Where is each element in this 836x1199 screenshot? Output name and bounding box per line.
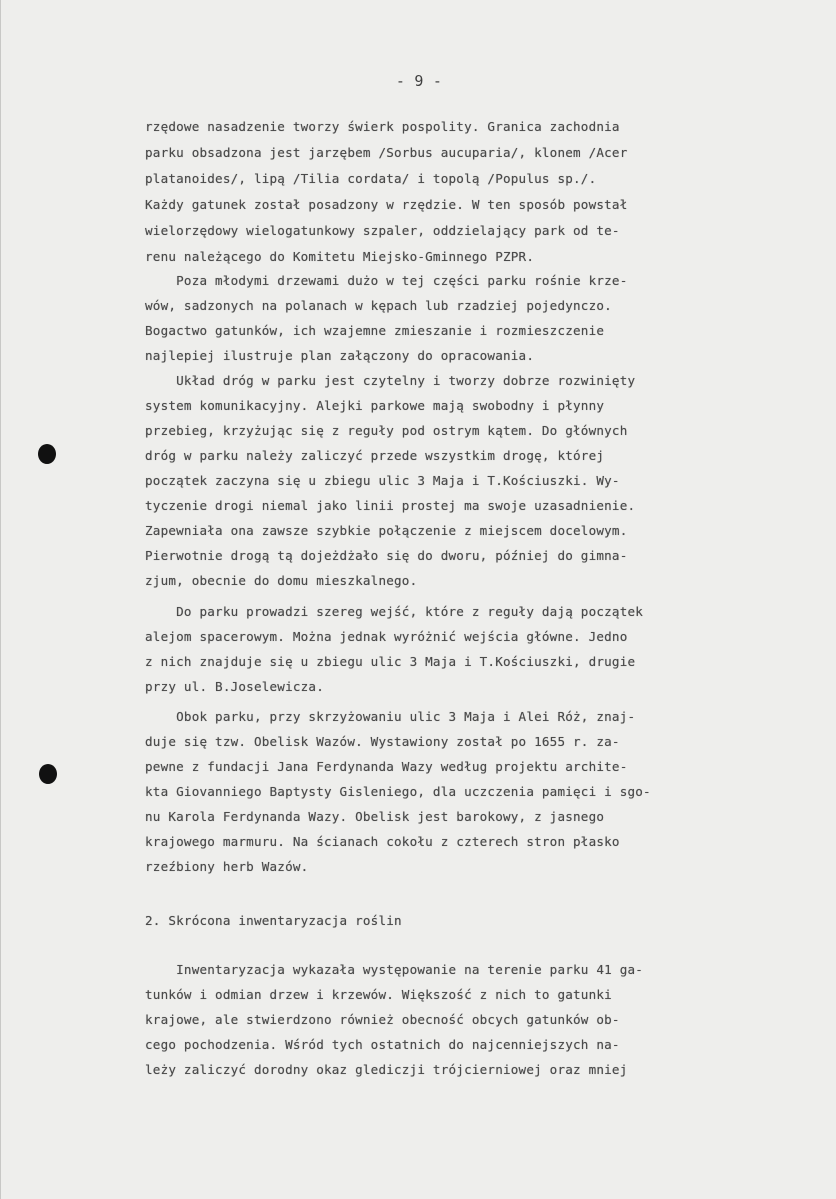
text-line: platanoides/, lipą /Tilia cordata/ i topolą /Populus sp./. — [145, 171, 597, 186]
text-line: Zapewniała ona zawsze szybkie połączenie z miejscem docelowym. — [145, 523, 628, 538]
text-line: alejom spacerowym. Można jednak wyróżnić wejścia główne. Jedno — [145, 629, 628, 644]
text-line: tunków i odmian drzew i krzewów. Większość z nich to gatunki — [145, 987, 612, 1002]
text-line: wów, sadzonych na polanach w kępach lub rzadziej pojedynczo. — [145, 298, 612, 313]
text-line: krajowe, ale stwierdzono również obecność obcych gatunków ob- — [145, 1012, 620, 1027]
text-line: system komunikacyjny. Alejki parkowe mają swobodny i płynny — [145, 398, 605, 413]
text-line: początek zaczyna się u zbiegu ulic 3 Maja i T.Kościuszki. Wy- — [145, 473, 620, 488]
section-heading: 2. Skrócona inwentaryzacja roślin — [145, 913, 402, 928]
text-line: Pierwotnie drogą tą dojeżdżało się do dworu, później do gimna- — [145, 548, 628, 563]
text-line: przebieg, krzyżując się z reguły pod ostrym kątem. Do głównych — [145, 423, 628, 438]
text-line: renu należącego do Komitetu Miejsko-Gminnego PZPR. — [145, 249, 535, 264]
text-line: duje się tzw. Obelisk Wazów. Wystawiony został po 1655 r. za- — [145, 734, 620, 749]
text-line: Obok parku, przy skrzyżowaniu ulic 3 Maja i Alei Róż, znaj- — [145, 709, 636, 724]
text-line: Każdy gatunek został posadzony w rzędzie. W ten sposób powstał — [145, 197, 628, 212]
text-line: leży zaliczyć dorodny okaz glediczji trójcierniowej oraz mniej — [145, 1062, 628, 1077]
text-line: nu Karola Ferdynanda Wazy. Obelisk jest barokowy, z jasnego — [145, 809, 605, 824]
text-line: pewne z fundacji Jana Ferdynanda Wazy według projektu archite- — [145, 759, 628, 774]
text-line: Do parku prowadzi szereg wejść, które z reguły dają początek — [145, 604, 644, 619]
text-line: parku obsadzona jest jarzębem /Sorbus aucuparia/, klonem /Acer — [145, 145, 628, 160]
text-line: z nich znajduje się u zbiegu ulic 3 Maja i T.Kościuszki, drugie — [145, 654, 636, 669]
text-line: wielorzędowy wielogatunkowy szpaler, oddzielający park od te- — [145, 223, 620, 238]
text-line: zjum, obecnie do domu mieszkalnego. — [145, 573, 418, 588]
text-line: Układ dróg w parku jest czytelny i tworzy dobrze rozwinięty — [145, 373, 636, 388]
punch-hole-top — [38, 444, 56, 464]
text-line: tyczenie drogi niemal jako linii prostej ma swoje uzasadnienie. — [145, 498, 636, 513]
text-line: dróg w parku należy zaliczyć przede wszystkim drogę, której — [145, 448, 605, 463]
text-line: cego pochodzenia. Wśród tych ostatnich do najcenniejszych na- — [145, 1037, 620, 1052]
text-line: rzędowe nasadzenie tworzy świerk pospolity. Granica zachodnia — [145, 119, 620, 134]
text-line: ktа Giovanniego Baptysty Gisleniego, dla uczczenia pamięci i sgo- — [145, 784, 651, 799]
punch-hole-bottom — [39, 764, 57, 784]
page-number: - 9 - — [395, 72, 443, 90]
text-line: krajowego marmuru. Na ścianach cokołu z czterech stron płasko — [145, 834, 620, 849]
text-line: Bogactwo gatunków, ich wzajemne zmieszanie i rozmieszczenie — [145, 323, 605, 338]
text-line: rzeźbiony herb Wazów. — [145, 859, 309, 874]
text-line: przy ul. B.Joselewicza. — [145, 679, 324, 694]
text-line: najlepiej ilustruje plan załączony do opracowania. — [145, 348, 535, 363]
text-line: Poza młodymi drzewami dużo w tej części parku rośnie krze- — [145, 273, 628, 288]
text-line: Inwentaryzacja wykazała występowanie na terenie parku 41 ga- — [145, 962, 644, 977]
